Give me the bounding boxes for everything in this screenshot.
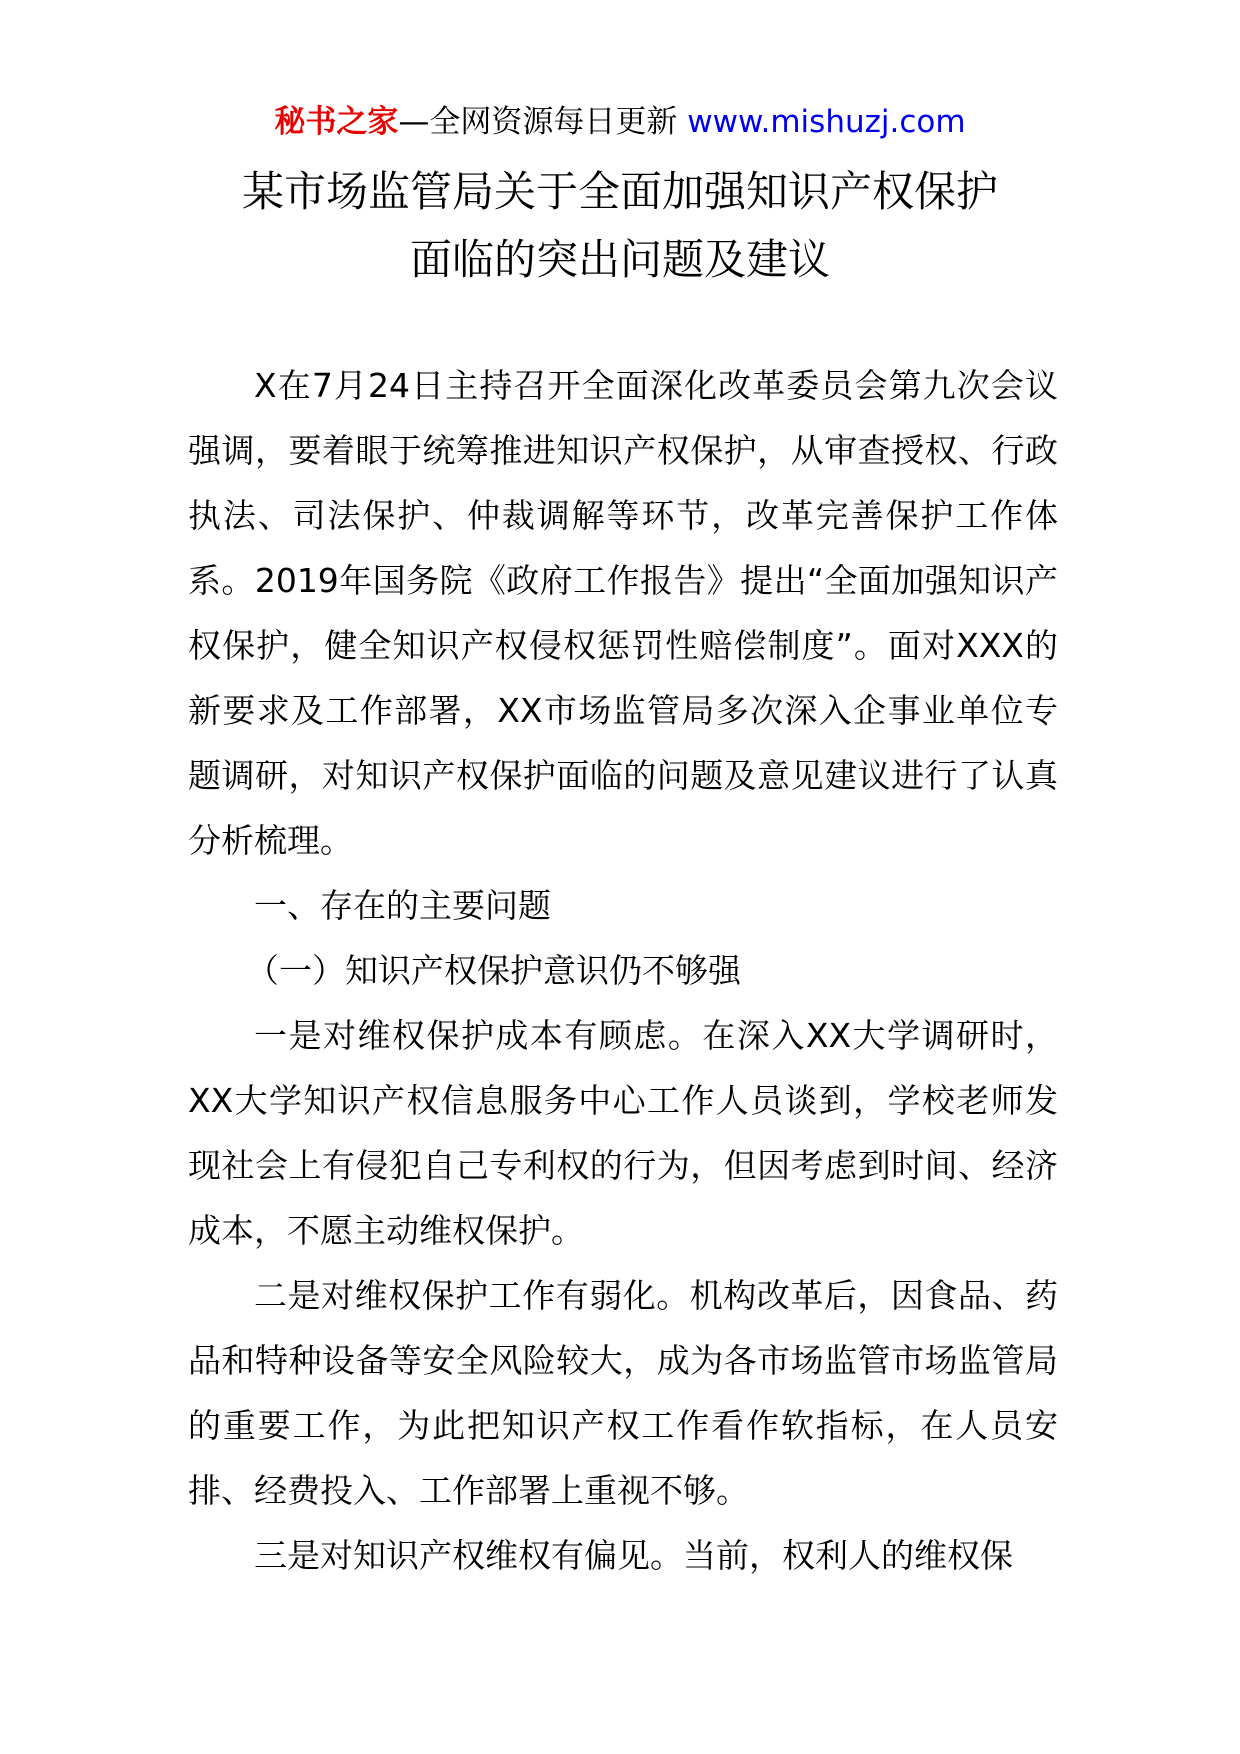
subsection-heading: （一）知识产权保护意识仍不够强 [246,951,741,990]
paragraph-point-3: 三是对知识产权维权有偏见。当前，权利人的维权保 [254,1536,1013,1575]
section-heading: 一、存在的主要问题 [254,886,551,925]
site-url-link[interactable]: www.mishuzj.com [687,104,966,140]
document-title-line-1: 某市场监管局关于全面加强知识产权保护 [241,167,998,216]
paragraph-intro: X在7月24日主持召开全面深化改革委员会第九次会议强调，要着眼于统筹推进知识产权保护，从审查授权、行政执法、司法保护、仲裁调解等环节，改革完善保护工作体系。2019年国务院《政府工作报告》提出“全面加强知识产权保护，健全知识产权侵权惩罚性赔偿制度”。面对XXX的新要求及工作部署，XX市场监管局多次深入企事业单位专题调研，对知识产权保护面临的问题及意见建议进行了认真分析梳理。 [188,366,1058,860]
header-tagline: —全网资源每日更新 [398,104,678,140]
paragraph-point-2: 二是对维权保护工作有弱化。机构改革后，因食品、药品和特种设备等安全风险较大，成为各市场监管市场监管局的重要工作，为此把知识产权工作看作软指标，在人员安排、经费投入、工作部署上重视不够。 [188,1276,1058,1510]
brand-name: 秘书之家 [274,104,399,140]
paragraph-point-1: 一是对维权保护成本有顾虑。在深入XX大学调研时，XX大学知识产权信息服务中心工作人员谈到，学校老师发现社会上有侵犯自己专利权的行为，但因考虑到时间、经济成本，不愿主动维权保护。 [188,1016,1058,1250]
document-title-line-2: 面临的突出问题及建议 [409,235,830,284]
document-body [188,353,1058,1588]
site-header [0,100,1240,144]
